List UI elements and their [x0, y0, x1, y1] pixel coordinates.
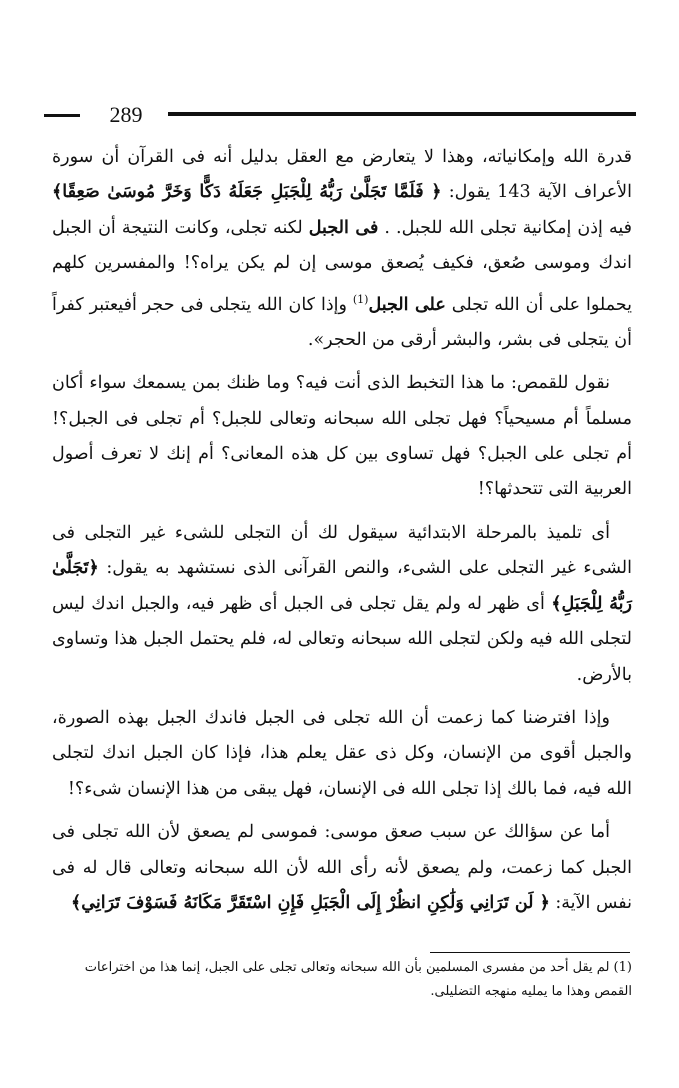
text-run: أى ظهر له ولم يقل تجلى فى الجبل أى ظهر فيه، والجبل اندك ليس لتجلى الله فيه ولكن لتجلى الله سبحانه وتعالى له، فلم يحتمل الجبل هذا وتساوى بالأرض.: [52, 593, 632, 685]
footnote-marker: (1): [352, 292, 369, 306]
main-text: [52, 140, 632, 929]
text-run: أى تلميذ بالمرحلة الابتدائية سيقول لك أن التجلى للشىء غير التجلى فى الشىء غير التجلى على الشىء، والنص القرآنى الذى نستشهد به يقول:: [52, 522, 632, 579]
quran-verse: ﴿تَجَلَّىٰ رَبُّهُ لِلْجَبَلِ﴾: [52, 558, 632, 614]
paragraph-5: [52, 815, 632, 921]
footnote-rule: [430, 952, 630, 953]
text-run: قدرة الله وإمكانياته، وهذا لا يتعارض مع العقل بدليل أنه فى القرآن أن سورة الأعراف الآية 143 يقول:: [52, 147, 633, 203]
page-header: [44, 100, 636, 130]
page-number: 289: [109, 102, 143, 127]
paragraph-3: [52, 516, 632, 693]
paragraph-1: [52, 140, 632, 358]
footnote: (1) لم يقل أحد من مفسرى المسلمين بأن الله سبحانه وتعالى تجلى على الجبل، إنما هذا من اختراعات القمص وهذا ما يمليه منهجه التضليلى.: [84, 960, 632, 999]
paragraph-4: وإذا افترضنا كما زعمت أن الله تجلى فى الجبل فاندك الجبل بهذه الصورة، والجبل أقوى من الإنسان، وكل ذى عقل يعلم هذا، فإذا كان الجبل اندك لتجلى الله فيه، فما بالك إذا تجلى الله فى الإنسان، فهل يبقى من هذا الإنسان شىء؟!: [52, 707, 632, 799]
quran-verse: ﴿ فَلَمَّا تَجَلَّىٰ رَبُّهُ لِلْجَبَلِ جَعَلَهُ دَكًّا وَخَرَّ مُوسَىٰ صَعِقًا﴾: [52, 182, 442, 203]
text-run: فيه إذن إمكانية تجلى الله للجبل. .: [378, 217, 632, 238]
text-run: لكنه تجلى، وكانت النتيجة أن الجبل اندك وموسى صُعق، فكيف يُصعق موسى إن لم يكن يراه؟! والمفسرين كلهم يحملوا على أن الله تجلى: [52, 217, 632, 315]
text-run: أما عن سؤالك عن سبب صعق موسى: فموسى لم يصعق لأن الله تجلى فى الجبل كما زعمت، ولم يصعق لأنه رأى الله لأن الله سبحانه وتعالى قال له فى نفس الآية:: [52, 822, 632, 913]
bold-phrase: فى الجبل: [308, 217, 379, 238]
quran-verse: ﴿ لَن تَرَانِي وَلَٰكِنِ انظُرْ إِلَى الْجَبَلِ فَإِنِ اسْتَقَرَّ مَكَانَهُ فَسَوْفَ تَرَانِي﴾: [71, 892, 550, 913]
bold-phrase: على الجبل: [368, 294, 446, 315]
paragraph-2: نقول للقمص: ما هذا التخبط الذى أنت فيه؟ وما ظنك بمن يسمعك سواء أكان مسلماً أم مسيحياً؟ فهل تجلى الله سبحانه وتعالى للجبل؟ أم تجلى فى الجبل؟! أم تجلى على الجبل؟ فهل تساوى بين كل هذه المعانى؟ أم إنك لا تعرف أصول العربية التى تتحدثها؟!: [52, 373, 632, 500]
header-short-rule: [44, 114, 80, 117]
header-long-rule: [168, 112, 636, 116]
text-run: وإذا كان الله يتجلى فى حجر أفيعتبر كفراً أن يتجلى فى بشر، والبشر أرقى من الحجر».: [52, 294, 632, 350]
